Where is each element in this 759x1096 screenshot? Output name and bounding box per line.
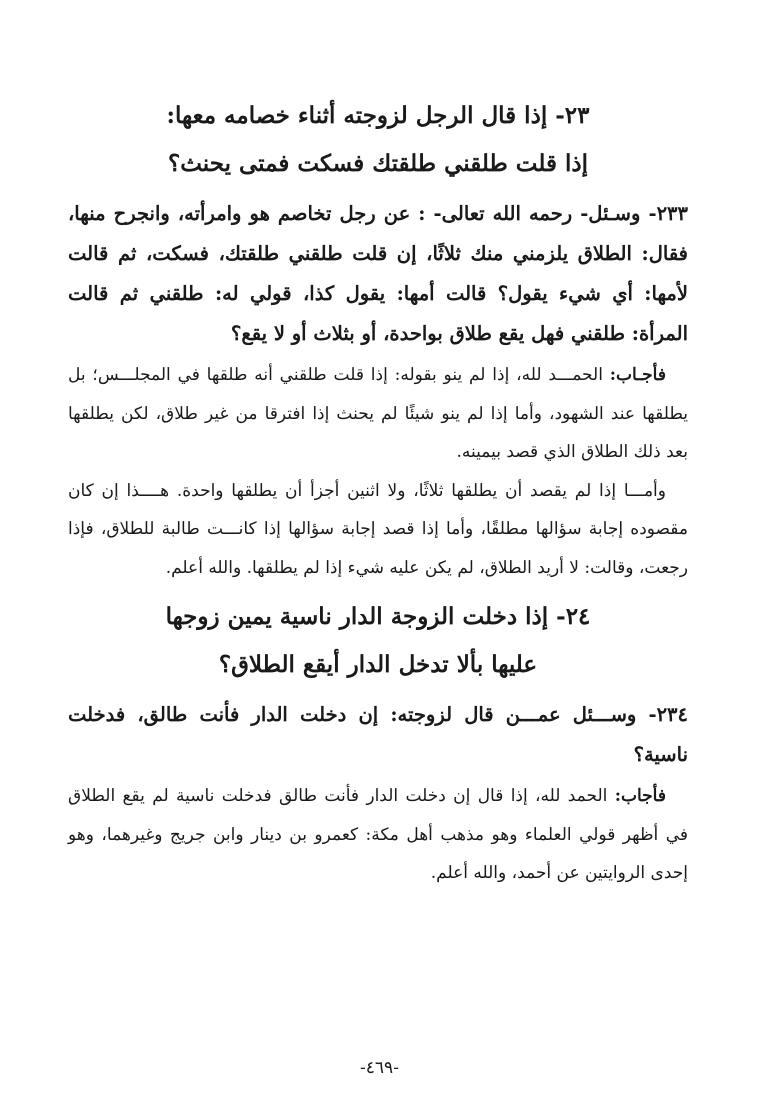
section-23-title-line1: ٢٣- إذا قال الرجل لزوجته أثناء خصامه معها: — [166, 102, 590, 129]
answer-234-text-1: الحمد لله، إذا قال إن دخلت الدار فأنت طالق فدخلت ناسية لم يقع الطلاق في أظهر قولي العلماء وهو مذهب أهل مكة: كعمرو بن دينار وابن جريج وغيرهما، وهو إحدى الروايتين عن أحمد، والله أعلم. — [68, 786, 688, 883]
answer-234-lead: فأجاب: — [614, 786, 666, 806]
question-234: ٢٣٤- وســـئل عمـــن قال لزوجته: إن دخلت الدار فأنت طالق، فدخلت ناسية؟ — [68, 703, 688, 766]
section-24-title-line1: ٢٤- إذا دخلت الزوجة الدار ناسية يمين زوجها — [165, 603, 591, 630]
page-number: -٤٦٩- — [360, 1058, 399, 1078]
answer-234-paragraph-1 — [68, 777, 688, 893]
answer-233-text-1: الحمـــد لله، إذا لم ينو بقوله: إذا قلت طلقني أنه طلقها في المجلـــس؛ بل يطلقها عند الشهود، وأما إذا لم ينو شيئًا لم يحنث إذا افترقا من غير طلاق، لكن يطلقها بعد ذلك الطلاق الذي قصد بيمينه. — [68, 365, 688, 462]
section-24-title-line2: عليها بألا تدخل الدار أيقع الطلاق؟ — [218, 651, 538, 678]
question-233: ٢٣٣- وسـئل- رحمه الله تعالى- : عن رجل تخاصم هو وامرأته، وانجرح منها، فقال: الطلاق يلزمني منك ثلاثًا، إن قلت طلقني طلقتك، فسكت، ثم قالت لأمها: أي شيء يقول؟ قالت أمها: يقول كذا، قولي له: طلقني ثم قالت المرأة: طلقني فهل يقع طلاق بواحدة، أو بثلاث أو لا يقع؟ — [68, 202, 688, 345]
answer-233-paragraph-2: وأمـــا إذا لم يقصد أن يطلقها ثلاثًا، ولا اثنين أجزأ أن يطلقها واحدة. هــــذا إن كان مقصوده إجابة سؤالها مطلقًا، وأما إذا قصد إجابة سؤالها إذا كانـــت طالبة للطلاق، فإذا رجعت، وقالت: لا أريد الطلاق، لم يكن عليه شيء إذا لم يطلقها. والله أعلم. — [68, 480, 688, 578]
page-body — [68, 92, 688, 893]
section-23-title-line2: إذا قلت طلقني طلقتك فسكت فمتى يحنث؟ — [168, 150, 588, 177]
answer-233-paragraph-1 — [68, 356, 688, 472]
answer-233-lead: فأجـاب: — [609, 365, 666, 385]
